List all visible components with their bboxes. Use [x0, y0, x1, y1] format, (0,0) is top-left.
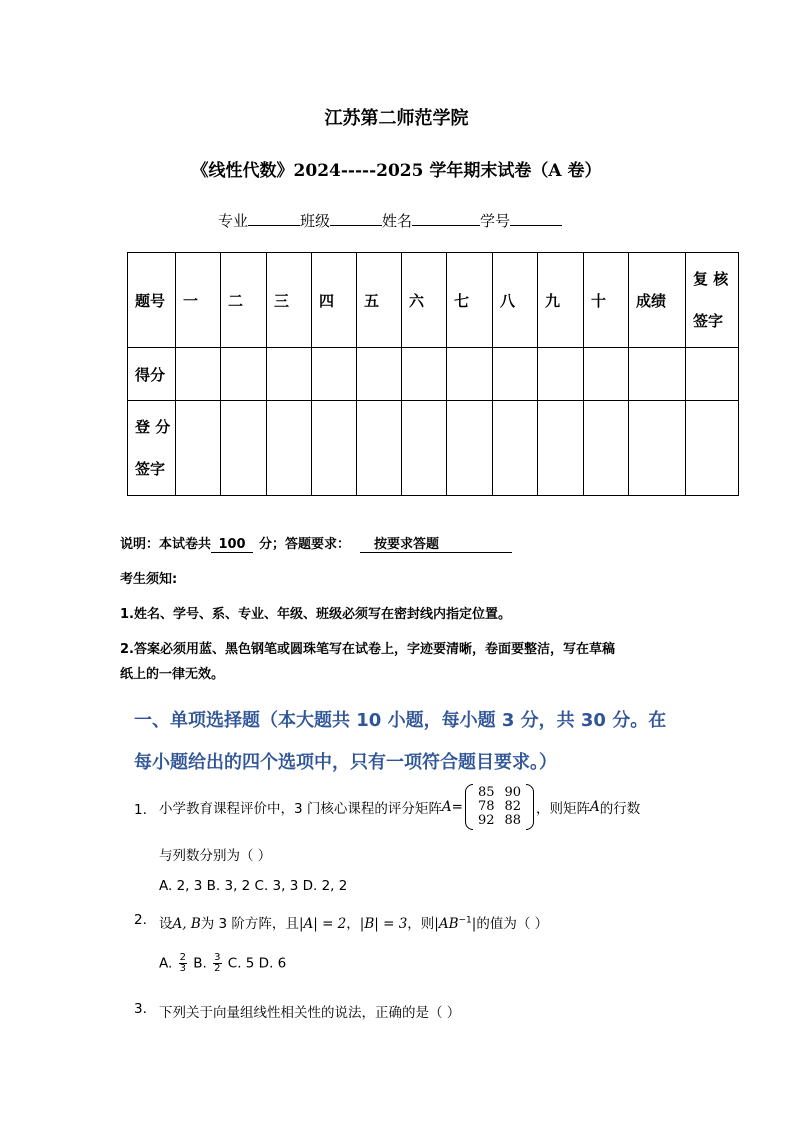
fraction-numerator: 3: [214, 952, 221, 963]
header-cell: 八: [493, 253, 538, 348]
notice-item-2-line1: 2.答案必须用蓝、黑色钢笔或圆珠笔写在试卷上，字迹要清晰，卷面要整洁，写在草稿: [120, 642, 615, 657]
header-cell: 二: [221, 253, 267, 348]
header-cell: 题号: [128, 253, 176, 348]
exam-title: 《线性代数》2024-----2025 学年期末试卷（A 卷）: [191, 161, 602, 181]
q2-option-a-fraction: [179, 953, 187, 974]
fraction-numerator: 2: [179, 952, 186, 963]
q1-text-after: ，则矩阵: [536, 801, 591, 817]
header-cell: 一: [176, 253, 221, 348]
recheck-sign-label: 签字: [693, 312, 724, 330]
signature-row: [128, 401, 739, 496]
q2-expr-sup: −1: [458, 915, 472, 926]
q2-option-b-fraction: [213, 953, 221, 974]
question-1-options: A. 2, 3 B. 3, 2 C. 3, 3 D. 2, 2: [159, 878, 348, 894]
score-cell[interactable]: [629, 348, 686, 401]
table-header-row: [128, 253, 739, 348]
q2-expr: |AB: [434, 916, 459, 932]
score-cell[interactable]: [402, 348, 447, 401]
recheck-label: 复 核: [693, 270, 729, 288]
q1-text: 小学教育课程评价中，3 门核心课程的评分矩阵: [159, 801, 442, 817]
signature-cell[interactable]: [447, 401, 493, 496]
name-field[interactable]: [412, 211, 480, 226]
score-cell[interactable]: [357, 348, 402, 401]
matrix-entry: 92: [477, 813, 495, 828]
description-prefix: 说明：本试卷共: [120, 537, 212, 552]
fraction-denominator: 2: [214, 963, 221, 974]
score-cell[interactable]: [267, 348, 312, 401]
matrix-entry: 85: [477, 785, 495, 800]
section-heading-line1: 一、单项选择题（本大题共 10 小题，每小题 3 分，共 30 分。在: [134, 710, 667, 731]
register-score-label: 登 分: [135, 418, 171, 436]
exam-description: [120, 533, 512, 553]
score-cell[interactable]: [447, 348, 493, 401]
matrix-entry: 82: [504, 799, 522, 814]
header-cell: 七: [447, 253, 493, 348]
section-heading-line2: 每小题给出的四个选项中，只有一项符合题目要求。）: [134, 752, 557, 773]
q2-text-3: ，则: [407, 916, 435, 932]
question-2-stem: [159, 912, 548, 932]
major-field[interactable]: [248, 211, 300, 226]
class-label: 班级: [300, 212, 331, 230]
signature-cell[interactable]: [312, 401, 357, 496]
q1-text-end: 的行数: [599, 801, 641, 817]
score-cell[interactable]: [686, 348, 739, 401]
q2-text-1: 设: [159, 916, 173, 932]
question-3-stem: 下列关于向量组线性相关性的说法，正确的是（ ）: [159, 1005, 461, 1021]
q2-option-a: A.: [159, 955, 173, 972]
score-table: [127, 252, 739, 496]
question-1-line1: [159, 786, 640, 828]
question-2-options: [159, 953, 286, 974]
description-mid: 分；答题要求：: [259, 537, 351, 552]
signature-cell[interactable]: [267, 401, 312, 496]
q2-expr-end: |: [471, 916, 477, 932]
q2-option-b: B.: [193, 955, 207, 972]
student-id-field[interactable]: [510, 211, 562, 226]
q1-matrix-var-2: A: [590, 799, 600, 815]
school-name: 江苏第二师范学院: [324, 108, 469, 129]
question-2-number: 2.: [134, 912, 147, 928]
header-cell: 九: [538, 253, 584, 348]
score-cell[interactable]: [584, 348, 629, 401]
total-score: 100: [211, 537, 253, 553]
score-cell[interactable]: [176, 348, 221, 401]
major-label: 专业: [218, 212, 249, 230]
q2-vars: A, B: [172, 916, 201, 932]
score-row: [128, 348, 739, 401]
matrix-entry: 78: [477, 799, 495, 814]
header-cell: 四: [312, 253, 357, 348]
fraction-denominator: 3: [179, 963, 186, 974]
q2-text-4: 的值为（ ）: [476, 916, 549, 932]
header-cell: 十: [584, 253, 629, 348]
score-cell[interactable]: [312, 348, 357, 401]
notice-item-1: 1.姓名、学号、系、专业、年级、班级必须写在密封线内指定位置。: [120, 607, 511, 622]
header-cell: 六: [402, 253, 447, 348]
question-3-number: 3.: [134, 1001, 147, 1017]
matrix-entry: 90: [504, 785, 522, 800]
q2-sep: ，: [346, 916, 360, 932]
score-cell[interactable]: [221, 348, 267, 401]
header-cell: 三: [267, 253, 312, 348]
signature-cell[interactable]: [176, 401, 221, 496]
signature-cell[interactable]: [686, 401, 739, 496]
name-label: 姓名: [382, 212, 413, 230]
q2-det-b: |B| = 3: [359, 916, 408, 932]
signature-cell[interactable]: [538, 401, 584, 496]
register-sign-label: 签字: [135, 460, 166, 478]
signature-cell[interactable]: [221, 401, 267, 496]
recheck-header-cell: [686, 253, 739, 348]
student-id-label: 学号: [480, 212, 511, 230]
signature-row-label: [128, 401, 176, 496]
student-info-line: [218, 210, 562, 231]
signature-cell[interactable]: [493, 401, 538, 496]
right-paren-icon: [526, 784, 534, 830]
signature-cell[interactable]: [402, 401, 447, 496]
score-row-label: 得分: [128, 348, 176, 401]
class-field[interactable]: [330, 211, 382, 226]
header-cell: 五: [357, 253, 402, 348]
notice-item-2-line2: 纸上的一律无效。: [120, 667, 225, 682]
q2-det-a: |A| = 2: [298, 916, 347, 932]
signature-cell[interactable]: [584, 401, 629, 496]
question-1-number: 1.: [134, 802, 147, 818]
q1-matrix-var: A: [441, 799, 452, 815]
score-cell[interactable]: [538, 348, 584, 401]
signature-cell[interactable]: [357, 401, 402, 496]
answer-requirement: 按要求答题: [360, 533, 512, 553]
question-1-line2: 与列数分别为（ ）: [159, 848, 272, 864]
q2-text-2: 为 3 阶方阵，且: [200, 916, 299, 932]
notice-title: 考生须知:: [120, 572, 178, 587]
signature-cell[interactable]: [629, 401, 686, 496]
q2-options-rest: C. 5 D. 6: [227, 955, 287, 972]
score-cell[interactable]: [493, 348, 538, 401]
matrix-entry: 88: [504, 813, 522, 828]
left-paren-icon: [465, 784, 473, 830]
q1-equals: =: [451, 799, 463, 815]
q1-matrix: [465, 786, 534, 828]
header-cell: 成绩: [629, 253, 686, 348]
